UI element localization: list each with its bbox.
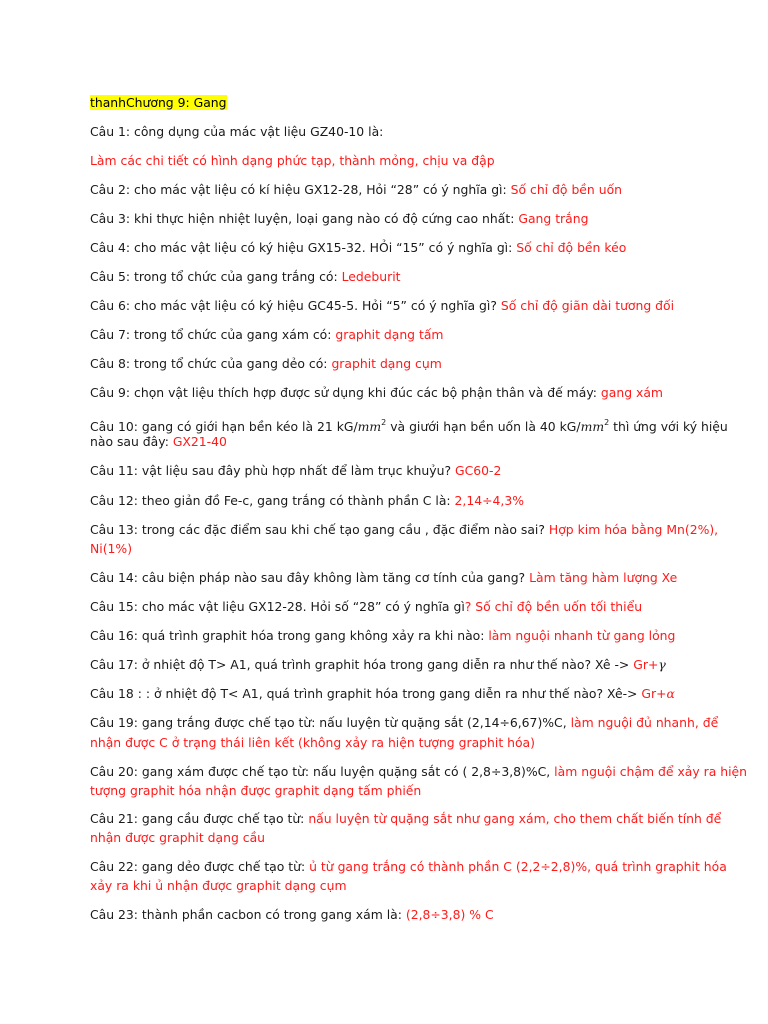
question-13 bbox=[90, 520, 719, 540]
answer-19-text: làm nguội đủ nhanh, để bbox=[570, 715, 719, 730]
question-9-text: Câu 9: chọn vật liệu thích hợp được sử dụng khi đúc các bộ phận thân và đế máy: bbox=[90, 385, 601, 400]
question-12-text: Câu 12: theo giản đồ Fe-c, gang trắng có thành phần C là: bbox=[90, 493, 455, 508]
answer-3-text: Gang trắng bbox=[518, 211, 589, 226]
question-10-line2 bbox=[90, 432, 690, 452]
question-7-text: Câu 7: trong tổ chức của gang xám có: bbox=[90, 327, 336, 342]
question-14 bbox=[90, 568, 690, 588]
answer-22-line2 bbox=[90, 876, 690, 896]
question-13-text: Câu 13: trong các đặc điểm sau khi chế tạo gang cầu , đặc điểm nào sai? bbox=[90, 522, 549, 537]
answer-19-line2-text: nhận được C ở trạng thái liên kết (không xảy ra hiện tượng graphit hóa) bbox=[90, 735, 535, 750]
question-8 bbox=[90, 354, 690, 374]
unit-exp-2: 2 bbox=[604, 418, 610, 427]
question-11 bbox=[90, 461, 690, 481]
answer-8-text: graphit dạng cụm bbox=[331, 356, 442, 371]
question-15 bbox=[90, 597, 690, 617]
question-21-text: Câu 21: gang cầu được chế tạo từ: bbox=[90, 811, 309, 826]
question-8-text: Câu 8: trong tổ chức của gang dẻo có: bbox=[90, 356, 332, 371]
answer-21-text: nấu luyện từ quặng sắt như gang xám, cho them chất biến tính để bbox=[308, 811, 722, 826]
answer-1-text: Làm các chi tiết có hình dạng phức tạp, thành mỏng, chịu va đập bbox=[90, 153, 495, 168]
question-3-text: Câu 3: khi thực hiện nhiệt luyện, loại gang nào có độ cứng cao nhất: bbox=[90, 211, 519, 226]
question-5 bbox=[90, 267, 690, 287]
question-16-text: Câu 16: quá trình graphit hóa trong gang không xảy ra khi nào: bbox=[90, 628, 489, 643]
answer-18-text: Gr+ bbox=[641, 686, 667, 701]
question-3 bbox=[90, 209, 690, 229]
question-11-text: Câu 11: vật liệu sau đây phù hợp nhất để làm trục khuỷu? bbox=[90, 463, 455, 478]
question-9 bbox=[90, 383, 690, 403]
answer-20-line2 bbox=[90, 781, 690, 801]
answer-21-line2-text: nhận được graphit dạng cầu bbox=[90, 830, 266, 845]
question-5-text: Câu 5: trong tổ chức của gang trắng có: bbox=[90, 269, 342, 284]
answer-12-text: 2,14÷4,3% bbox=[454, 493, 524, 508]
answer-13-line2 bbox=[90, 539, 690, 559]
answer-2-text: Số chỉ độ bền uốn bbox=[510, 182, 623, 197]
question-18 bbox=[90, 684, 690, 704]
question-16 bbox=[90, 626, 690, 646]
unit-exp-1: 2 bbox=[381, 418, 387, 427]
answer-23-text: (2,8÷3,8) % C bbox=[405, 907, 494, 922]
question-22 bbox=[90, 857, 727, 877]
answer-19-line2 bbox=[90, 733, 690, 753]
question-10-part2: và giưới hạn bền uốn là 40 kG/ bbox=[386, 419, 581, 434]
alpha-symbol: α bbox=[666, 686, 675, 701]
answer-20-text: làm nguội chậm để xảy ra hiện bbox=[554, 764, 748, 779]
answer-22-text: ủ từ gang trắng có thành phần C (2,2÷2,8)%, quá trình graphit hóa bbox=[309, 859, 727, 874]
unit-mm-1: mm bbox=[357, 419, 382, 434]
answer-10-text: GX21-40 bbox=[172, 434, 227, 449]
answer-20-line2-text: tượng graphit hóa nhận được graphit dạng tấm phiến bbox=[90, 783, 422, 798]
answer-15-text: ? Số chỉ độ bền uốn tối thiểu bbox=[464, 599, 643, 614]
answer-14-text: Làm tăng hàm lượng Xe bbox=[529, 570, 678, 585]
answer-21-line2 bbox=[90, 828, 690, 848]
answer-1 bbox=[90, 151, 690, 171]
question-23-text: Câu 23: thành phần cacbon có trong gang xám là: bbox=[90, 907, 406, 922]
answer-9-text: gang xám bbox=[600, 385, 664, 400]
question-1 bbox=[90, 122, 690, 142]
question-19-text: Câu 19: gang trắng được chế tạo từ: nấu luyện từ quặng sắt (2,14÷6,67)%C, bbox=[90, 715, 571, 730]
answer-11-text: GC60-2 bbox=[454, 463, 502, 478]
answer-13-text: Hợp kim hóa bằng Mn(2%), bbox=[548, 522, 719, 537]
question-6 bbox=[90, 296, 690, 316]
question-22-text: Câu 22: gang dẻo được chế tạo từ: bbox=[90, 859, 310, 874]
question-20 bbox=[90, 762, 748, 782]
question-17-text: Câu 17: ở nhiệt độ T> A1, quá trình graphit hóa trong gang diễn ra như thế nào? Xê -> bbox=[90, 657, 634, 672]
question-15-text: Câu 15: cho mác vật liệu GX12-28. Hỏi số “28” có ý nghĩa gì bbox=[90, 599, 465, 614]
question-10-part1: Câu 10: gang có giới hạn bền kéo là 21 kG/ bbox=[90, 419, 358, 434]
chapter-title: thanhChương 9: Gang bbox=[90, 95, 227, 110]
answer-13-line2-text: Ni(1%) bbox=[90, 541, 133, 556]
question-20-text: Câu 20: gang xám được chế tạo từ: nấu luyện quặng sắt có ( 2,8÷3,8)%C, bbox=[90, 764, 555, 779]
question-4 bbox=[90, 238, 690, 258]
question-21 bbox=[90, 809, 722, 829]
question-17 bbox=[90, 655, 690, 675]
answer-7-text: graphit dạng tấm bbox=[335, 327, 444, 342]
answer-16-text: làm nguội nhanh từ gang lỏng bbox=[488, 628, 676, 643]
chapter-title-line bbox=[90, 93, 690, 113]
question-12 bbox=[90, 491, 690, 511]
gamma-symbol: γ bbox=[658, 657, 666, 672]
answer-17-text: Gr+ bbox=[633, 657, 659, 672]
question-14-text: Câu 14: câu biện pháp nào sau đây không làm tăng cơ tính của gang? bbox=[90, 570, 530, 585]
question-2-text: Câu 2: cho mác vật liệu có kí hiệu GX12-28, Hỏi “28” có ý nghĩa gì: bbox=[90, 182, 511, 197]
question-6-text: Câu 6: cho mác vật liệu có ký hiệu GC45-5. Hỏi “5” có ý nghĩa gì? bbox=[90, 298, 501, 313]
answer-4-text: Số chỉ độ bền kéo bbox=[516, 240, 627, 255]
question-18-text: Câu 18 : : ở nhiệt độ T< A1, quá trình graphit hóa trong gang diễn ra như thế nào? Xê-> bbox=[90, 686, 642, 701]
question-1-text: Câu 1: công dụng của mác vật liệu GZ40-10 là: bbox=[90, 124, 384, 139]
answer-5-text: Ledeburit bbox=[341, 269, 401, 284]
unit-mm-2: mm bbox=[580, 419, 605, 434]
answer-6-text: Số chỉ độ giãn dài tương đối bbox=[500, 298, 675, 313]
question-10-part3: thì ứng với ký hiệu bbox=[609, 419, 728, 434]
question-19 bbox=[90, 713, 719, 733]
question-2 bbox=[90, 180, 690, 200]
question-4-text: Câu 4: cho mác vật liệu có ký hiệu GX15-32. HỎi “15” có ý nghĩa gì: bbox=[90, 240, 517, 255]
question-10-line2-text: nào sau đây: bbox=[90, 434, 173, 449]
question-7 bbox=[90, 325, 690, 345]
question-23 bbox=[90, 905, 690, 925]
answer-22-line2-text: xảy ra khi ủ nhận được graphit dạng cụm bbox=[90, 878, 347, 893]
